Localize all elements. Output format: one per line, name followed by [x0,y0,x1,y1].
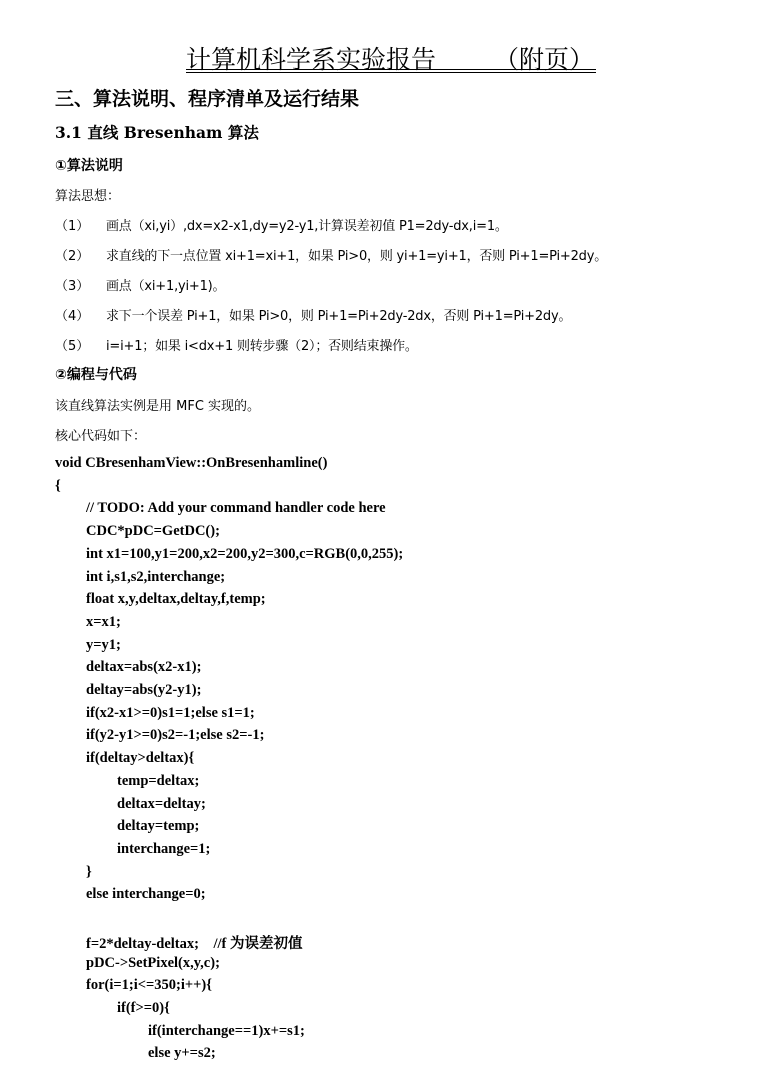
step-number: （3） [55,279,90,294]
code-line: if(y2-y1>=0)s2=-1;else s2=-1; [86,727,265,743]
algorithm-description-heading: ①算法说明 [55,158,123,174]
code-line: int i,s1,s2,interchange; [86,569,226,585]
code-line: deltay=abs(y2-y1); [86,682,202,698]
step-text: 画点（xi+1,yi+1)。 [106,279,226,294]
code-line: } [86,864,92,880]
code-line: int x1=100,y1=200,x2=200,y2=300,c=RGB(0,0,255); [86,546,404,562]
core-code-label: 核心代码如下： [55,429,147,444]
code-line: void CBresenhamView::OnBresenhamline() [55,455,328,471]
title-underline-second [186,72,596,73]
algorithm-idea-label: 算法思想： [55,189,121,204]
code-line: f=2*deltay-deltax; //f 为误差初值 [86,936,303,952]
code-line: for(i=1;i<=350;i++){ [86,977,212,993]
report-title [186,40,594,76]
code-line: if(deltay>deltax){ [86,750,195,766]
step-text: 求直线的下一点位置 xi+1=xi+1，如果 Pi>0，则 yi+1=yi+1，否则 Pi+1=Pi+2dy。 [106,249,608,264]
code-line: { [55,478,61,494]
code-line: else interchange=0; [86,886,206,902]
report-title-text: 计算机科学系实验报告 [186,45,437,74]
code-line: deltay=temp; [117,818,200,834]
code-line: x=x1; [86,614,121,630]
code-line: else y+=s2; [148,1045,216,1061]
step-number: （5） [55,339,90,354]
code-line: if(x2-x1>=0)s1=1;else s1=1; [86,705,255,721]
step-number: （2） [55,249,90,264]
code-line: y=y1; [86,637,121,653]
mfc-note: 该直线算法实例是用 MFC 实现的。 [55,399,261,414]
code-line: if(f>=0){ [117,1000,170,1016]
step-text: 画点（xi,yi）,dx=x2-x1,dy=y2-y1,计算误差初值 P1=2dy-dx,i=1。 [106,219,508,234]
code-line: deltax=abs(x2-x1); [86,659,202,675]
title-underline [186,69,596,70]
code-line: interchange=1; [117,841,211,857]
step-number: （4） [55,309,90,324]
code-line: temp=deltax; [117,773,200,789]
section-heading: 三、算法说明、程序清单及运行结果 [55,88,360,110]
step-text: i=i+1；如果 i<dx+1 则转步骤（2）；否则结束操作。 [106,339,418,354]
code-line: CDC*pDC=GetDC(); [86,523,220,539]
subsection-heading: 3.1 直线 Bresenham 算法 [55,123,259,142]
code-line: pDC->SetPixel(x,y,c); [86,955,220,971]
step-number: （1） [55,219,90,234]
code-line: deltax=deltay; [117,796,206,812]
code-line: float x,y,deltax,deltay,f,temp; [86,591,266,607]
code-line: // TODO: Add your command handler code here [86,500,386,516]
code-line: if(interchange==1)x+=s1; [148,1023,305,1039]
step-text: 求下一个误差 Pi+1，如果 Pi>0，则 Pi+1=Pi+2dy-2dx，否则 Pi+1=Pi+2dy。 [106,309,572,324]
appendix-label: （附页） [494,45,595,74]
programming-code-heading: ②编程与代码 [55,367,137,383]
